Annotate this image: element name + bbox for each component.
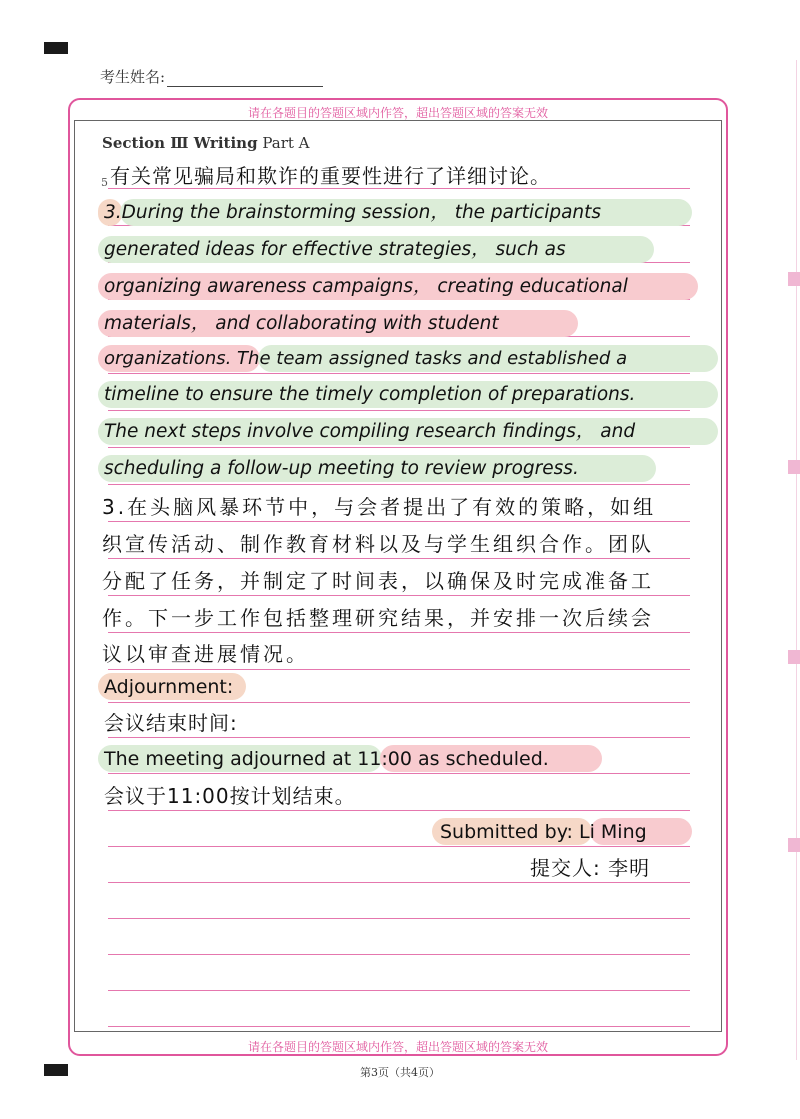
top-notice: 请在各题目的答题区域内作答，超出答题区域的答案无效 <box>247 106 548 120</box>
ruled-line <box>108 846 690 847</box>
ruled-line <box>108 773 690 774</box>
signature-line: 提交人: 李明 <box>530 856 651 880</box>
margin-fragment <box>788 460 800 474</box>
text-line: organizing awareness campaigns， creating educational <box>104 276 628 297</box>
margin-line <box>796 60 797 1060</box>
ruled-line <box>108 521 690 522</box>
text-line: 会议结束时间: <box>104 711 238 735</box>
ruled-line <box>108 1026 690 1027</box>
section-bold: Section Ⅲ Writing <box>102 134 258 152</box>
page-number: 第3页（共4页） <box>360 1066 440 1079</box>
name-blank <box>167 72 323 87</box>
ruled-line <box>108 410 690 411</box>
text-line: materials， and collaborating with student <box>104 313 499 334</box>
margin-fragment <box>788 838 800 852</box>
text-line: generated ideas for effective strategies， such as <box>104 239 566 260</box>
margin-fragment <box>788 650 800 664</box>
ruled-line <box>108 918 690 919</box>
section-part: Part A <box>262 134 310 152</box>
text-line: The next steps involve compiling research findings， and <box>104 421 636 442</box>
bottom-notice: 请在各题目的答题区域内作答，超出答题区域的答案无效 <box>247 1040 548 1054</box>
ruled-line <box>108 882 690 883</box>
ruled-line <box>108 484 690 485</box>
text-line: The meeting adjourned at 11:00 as scheduled. <box>104 748 549 770</box>
ruled-line <box>108 632 690 633</box>
registration-mark <box>44 42 68 54</box>
text-line: 3.During the brainstorming session， the participants <box>104 202 602 223</box>
candidate-name-field <box>100 66 323 87</box>
text-line: scheduling a follow-up meeting to review progress. <box>104 458 579 479</box>
text-line: 议以审查进展情况。 <box>102 642 309 666</box>
text-line: 分配了任务，并制定了时间表，以确保及时完成准备工 <box>102 569 654 593</box>
text-line: 3.在头脑风暴环节中，与会者提出了有效的策略，如组 <box>102 495 657 519</box>
ruled-line <box>108 990 690 991</box>
margin-fragment <box>788 272 800 286</box>
text-line: Adjournment: <box>104 676 234 698</box>
section-title <box>102 134 310 152</box>
ruled-line <box>108 737 690 738</box>
margin-number: 5 <box>101 176 108 189</box>
ruled-line <box>108 669 690 670</box>
ruled-line <box>108 558 690 559</box>
ruled-line <box>108 810 690 811</box>
ruled-line <box>108 954 690 955</box>
ruled-line <box>108 595 690 596</box>
ruled-line <box>108 373 690 374</box>
signature-line: Submitted by: Li Ming <box>440 821 647 843</box>
text-line: 会议于11:00按计划结束。 <box>104 784 356 808</box>
ruled-line <box>108 447 690 448</box>
text-line: 织宣传活动、制作教育材料以及与学生组织合作。团队 <box>102 532 654 556</box>
name-label: 考生姓名: <box>100 68 166 86</box>
text-line: 作。下一步工作包括整理研究结果，并安排一次后续会 <box>102 606 654 630</box>
ruled-line <box>108 702 690 703</box>
text-line: 有关常见骗局和欺诈的重要性进行了详细讨论。 <box>110 164 551 188</box>
text-line: organizations. The team assigned tasks and established a <box>104 348 628 369</box>
text-line: timeline to ensure the timely completion of preparations. <box>104 384 636 405</box>
